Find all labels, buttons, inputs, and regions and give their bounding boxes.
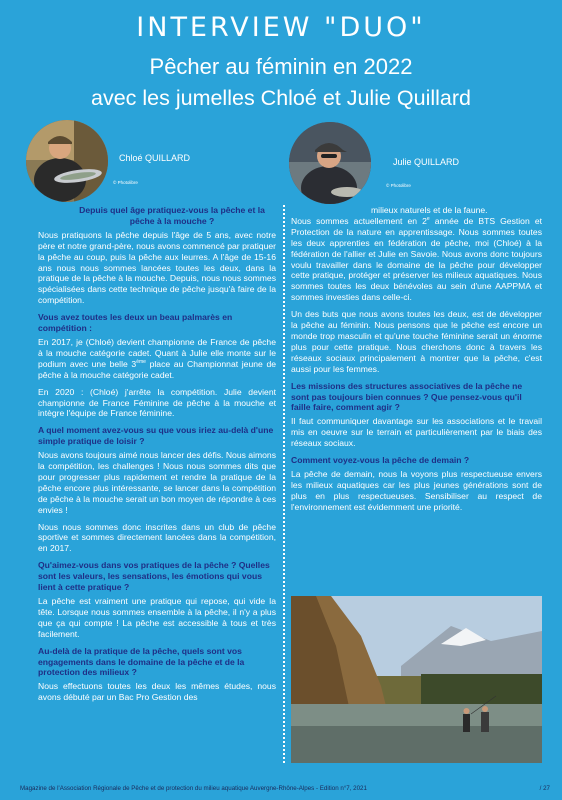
right-column — [291, 205, 542, 519]
profile-name-chloe: Chloé QUILLARD — [119, 153, 191, 163]
footer-text: Magazine de l'Association Régionale de Pêche et de protection du milieu aquatique Auvergne-Rhône-Alpes - Edition n°7, 2021 — [20, 785, 367, 792]
answer-5-continued-1: milieux naturels et de la faune. — [371, 205, 488, 215]
question-7: Comment voyez-vous la pêche de demain ? — [291, 455, 470, 466]
page-title: INTERVIEW "DUO" — [136, 12, 426, 43]
answer-2a: En 2017, je (Chloé) devient championne de France de pêche à la mouche catégorie cadet. Quant à Julie elle monte sur le podium avec une belle 3ème place au Championnat jeune de pêche à la mouche catégorie cadet. — [38, 336, 277, 380]
woman-with-cap-icon — [289, 122, 371, 204]
subtitle-line-2: avec les jumelles Chloé et Julie Quillard — [90, 86, 471, 110]
column-divider — [283, 205, 285, 763]
question-2: Vous avez toutes les deux un beau palmarès en compétition : — [38, 312, 233, 334]
question-3: A quel moment avez-vous su que vous iriez au-delà d'une simple pratique de loisir ? — [38, 425, 274, 447]
answer-5-continued-2: Nous sommes actuellement en 2e année de BTS Gestion et Protection de la nature en apprentissage. Nous sommes toutes les deux apprenties en fédération de pêche, moi (Chloé) à la fédération de l'allier et Julie en Savoie. Nous avons donc toujours voulu travailler dans le domaine de la pêche pour développer cette pratique, protéger et préserver les milieux aquatiques. Nous sommes toutes les deux bénévoles au sein d'une AAPPMA et sommes investies dans celle-ci. — [291, 215, 542, 303]
woman-holding-trout-icon — [26, 120, 108, 202]
photo-credit-julie: © Photolibre — [386, 183, 411, 188]
question-1: Depuis quel âge pratiquez-vous la pêche et la pêche à la mouche ? — [79, 205, 265, 226]
photo-credit-chloe: © Photolibre — [113, 180, 138, 185]
question-5: Au-delà de la pratique de la pêche, quels sont vos engagements dans le domaine de la pêche et de la protection des milieux ? — [38, 645, 245, 678]
portrait-julie-photo — [289, 122, 371, 204]
profile-name-julie: Julie QUILLARD — [393, 157, 460, 167]
page-number: / 27 — [539, 785, 550, 792]
answer-6: Il faut communiquer davantage sur les associations et le travail mis en oeuvre sur le terrain et particulièrement par le biais des réseaux sociaux. — [291, 416, 542, 449]
answer-1: Nous pratiquons la pêche depuis l'âge de 5 ans, avec notre père et notre grand-père, nous avons commencé par pratiquer la pêche au coup, puis la pêche aux leurres. A l'âge de 15-16 ans nous nous sommes lancées toutes les deux, dans la pratique de la pêche à la mouche. Depuis, nous nous sommes spécialisées dans cette technique de pêche jusqu'à faire de la compétition. — [38, 229, 276, 306]
answer-4: La pêche est vraiment une pratique qui repose, qui vide la tête. Lorsque nous sommes ensemble à la pêche, il n'y a plus que ça qui compte ! La pêche est accessible à tous et très facilement. — [38, 596, 276, 639]
answer-5: Nous effectuons toutes les deux les mêmes études, nous avons débuté par un Bac Pro Gestion des — [38, 681, 276, 703]
question-6: Les missions des structures associatives de la pêche ne sont pas toujours bien connues ? Que pensez-vous qu'il faille faire, comment agir ? — [291, 380, 523, 413]
question-4: Qu'aimez-vous dans vos pratiques de la pêche ? Quelles sont les valeurs, les sensations, les émotions qui vous lient à cette pratique ? — [38, 560, 270, 593]
portrait-chloe-photo — [26, 120, 108, 202]
answer-3b: Nous nous sommes donc inscrites dans un club de pêche sportive et sommes directement lancées dans la compétition, en 2017. — [38, 521, 276, 554]
answer-3a: Nous avons toujours aimé nous lancer des défis. Nous aimons la compétition, les challenges ! Nous nous sommes dits que pour progresser plus rapidement et rendre la pratique de la pêche encore plus intéressante, se lancer dans la compétition de pêche à la mouche serait un bon moyen de répondre à ces envies ! — [38, 450, 276, 515]
answer-2b: En 2020 : (Chloé) j'arrête la compétition. Julie devient championne de France Féminine de pêche à la mouche et intègre l'équipe de France féminine. — [38, 386, 276, 419]
answer-7: La pêche de demain, nous la voyons plus respectueuse envers les milieux aquatiques car les plus jeunes générations sont de plus en plus respectueuses. Sensibiliser au respect de l'environnement est évidemment une priorité. — [291, 468, 542, 512]
subtitle-line-1: Pêcher au féminin en 2022 — [149, 54, 413, 79]
river-anglers-photo — [291, 596, 542, 763]
two-anglers-in-river-icon — [291, 596, 542, 763]
answer-5-continued-3: Un des buts que nous avons toutes les deux, est de développer la pêche au féminin. Nous pensons que le pêche est encore un monde trop masculin et qu'une touche féminine serait un énorme plus pour cette pratique. Nous cherchons donc à travers les réseaux sociaux principalement à montrer que la pêche, c'est aussi pour les femmes. — [291, 309, 542, 374]
left-column — [38, 205, 276, 709]
